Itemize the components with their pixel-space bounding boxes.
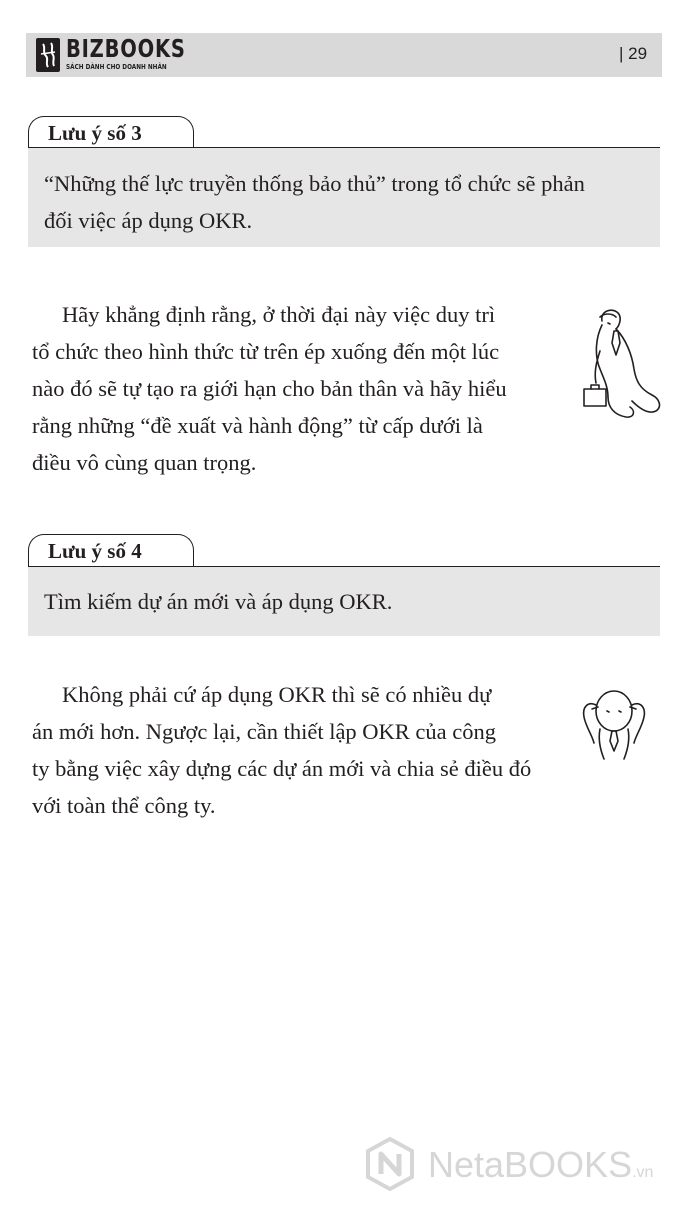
paragraph-line: Hãy khẳng định rằng, ở thời đại này việc duy trì [62, 302, 496, 327]
note-box [28, 566, 660, 636]
watermark-brand: NetaBOOKS [428, 1144, 633, 1185]
logo-brand-name: BIZBOOKS [66, 34, 186, 63]
body-paragraph [32, 676, 531, 824]
note-text [44, 583, 654, 620]
paragraph-line: nào đó sẽ tự tạo ra giới hạn cho bản thân và hãy hiểu [32, 376, 507, 401]
watermark-text [428, 1144, 653, 1194]
watermark-suffix: .vn [632, 1164, 654, 1181]
note-line: Tìm kiếm dự án mới và áp dụng OKR. [44, 589, 393, 614]
paragraph-line: Không phải cứ áp dụng OKR thì sẽ có nhiều dự [62, 682, 492, 707]
netabooks-logo-icon [362, 1136, 418, 1192]
logo-emblem-icon [36, 38, 60, 72]
netabooks-watermark [362, 1136, 682, 1196]
paragraph-line: điều vô cùng quan trọng. [32, 450, 257, 475]
note-text [44, 165, 654, 239]
page-number: | 29 [619, 44, 648, 63]
body-paragraph [32, 296, 507, 481]
note-label: Lưu ý số 3 [48, 121, 142, 145]
note-line: “Những thế lực truyền thống bảo thủ” trong tổ chức sẽ phản [44, 171, 585, 196]
paragraph-line: ty bằng việc xây dựng các dự án mới và chia sẻ điều đó [32, 756, 532, 781]
publisher-logo [36, 36, 206, 76]
note-label: Lưu ý số 4 [48, 539, 142, 563]
note-tab [28, 116, 194, 148]
worried-person-holding-head-icon [572, 685, 652, 765]
paragraph-line: với toàn thể công ty. [32, 793, 216, 818]
note-tab [28, 534, 194, 566]
walking-businessman-with-briefcase-icon [578, 303, 666, 428]
logo-tagline: SÁCH DÀNH CHO DOANH NHÂN [66, 63, 167, 71]
note-line: đối việc áp dụng OKR. [44, 208, 253, 233]
paragraph-line: án mới hơn. Ngược lại, cần thiết lập OKR của công [32, 719, 497, 744]
paragraph-line: tổ chức theo hình thức từ trên ép xuống đến một lúc [32, 339, 500, 364]
paragraph-line: rằng những “đề xuất và hành động” từ cấp dưới là [32, 413, 483, 438]
note-box [28, 147, 660, 247]
